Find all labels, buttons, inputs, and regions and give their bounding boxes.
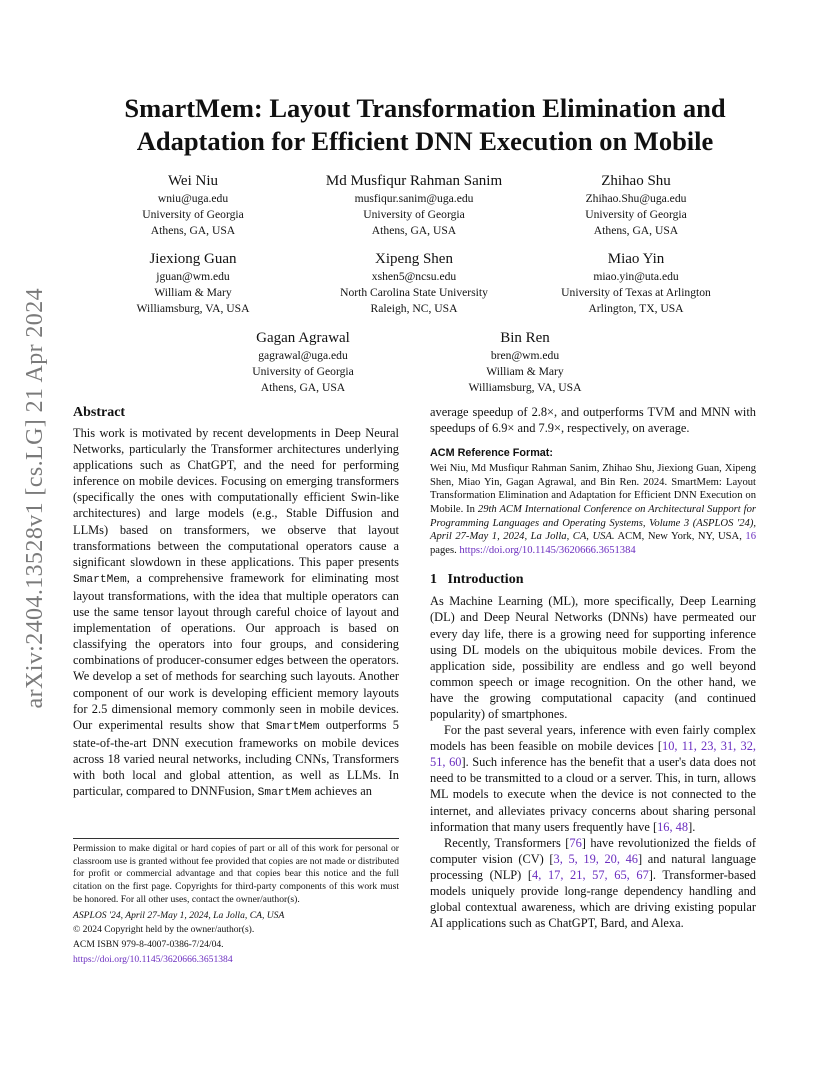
- intro-text: ]. Such inference has the benefit that a user's data does not need to be transmitted to a cloud or a server. This, in turn, allows ML models to execute when the device is not connected to the internet, and alleviates privacy concerns about sharing personal information that many users frequently have [: [430, 755, 756, 834]
- title-line-1: SmartMem: Layout Transformation Elimination and: [124, 93, 726, 123]
- abstract-text: , a comprehensive framework for eliminating most layout transformations, with the idea that multiple operators can use the same tensor layout through careful choice of layout and implementation of operations. Our approach is based on classifying the operators into four groups, and considering combinations of producer-consumer edges between the operators. We develop a set of methods for searching such layouts. Another component of our work is developing efficient memory layouts for 2.5 dimensional memory commonly seen in mobile devices. Our experimental results show that: [73, 570, 399, 732]
- acm-reference-body: [430, 462, 756, 557]
- author-affiliation: University of Georgia: [585, 208, 687, 221]
- author-name: Gagan Agrawal: [256, 330, 350, 346]
- author-block: [178, 328, 428, 396]
- ref-doi-link[interactable]: https://doi.org/10.1145/3620666.3651384: [459, 544, 636, 556]
- system-name: SmartMem: [257, 787, 312, 800]
- intro-text: ]. Transformer-based models uniquely provide long-range dependency handling and global contextual awareness, which are driving existing popular AI applications such as ChatGPT, Bard, and Alexa.: [430, 867, 756, 931]
- system-name: SmartMem: [73, 573, 127, 586]
- author-block: [289, 249, 539, 317]
- author-email: miao.yin@uta.edu: [593, 270, 679, 283]
- abstract-continuation: average speedup of 2.8×, and outperforms TVM and MNN with speedups of 6.9× and 7.9×, respectively, on average.: [430, 405, 756, 436]
- intro-paragraph-3: [430, 835, 756, 932]
- abstract-body: [73, 425, 399, 801]
- author-block: [511, 171, 761, 239]
- author-location: Raleigh, NC, USA: [370, 302, 458, 315]
- author-location: Arlington, TX, USA: [588, 302, 684, 315]
- ref-authors: Wei Niu, Md Musfiqur Rahman Sanim, Zhihao Shu, Jiexiong Guan, Xipeng Shen, Miao Yin, Gagan Agrawal, and Bin Ren. 2024. SmartMem: Layout Transformation Elimination and Adaptation for Efficient DNN Execution on Mobile. In: [430, 463, 756, 515]
- permission-text: Permission to make digital or hard copies of part or all of this work for personal or classroom use is granted without fee provided that copies are not made or distributed for profit or commercial advantage and that copies bear this notice and the full citation on the first page. Copyrights for third-party components of this work must be honored. For all other uses, contact the owner/author(s).: [73, 843, 399, 905]
- author-affiliation: University of Georgia: [363, 208, 465, 221]
- author-block: [68, 171, 318, 239]
- author-name: Xipeng Shen: [375, 251, 453, 267]
- isbn-line: ACM ISBN 979-8-4007-0386-7/24/04.: [73, 938, 224, 950]
- doi-link[interactable]: https://doi.org/10.1145/3620666.3651384: [73, 953, 233, 965]
- author-email: xshen5@ncsu.edu: [371, 270, 457, 283]
- author-block: [289, 171, 539, 239]
- citation-link[interactable]: 10, 11, 23, 31, 32, 51, 60: [430, 739, 756, 770]
- author-affiliation: University of Georgia: [252, 365, 354, 378]
- venue-line: ASPLOS '24, April 27-May 1, 2024, La Jolla, CA, USA: [73, 909, 285, 921]
- author-location: Athens, GA, USA: [260, 381, 346, 394]
- author-email: bren@wm.edu: [490, 349, 560, 362]
- introduction-heading: 1 Introduction: [430, 572, 524, 588]
- author-location: Athens, GA, USA: [150, 224, 236, 237]
- author-location: Williamsburg, VA, USA: [136, 302, 250, 315]
- author-email: gagrawal@uga.edu: [258, 349, 348, 362]
- author-location: Williamsburg, VA, USA: [468, 381, 582, 394]
- author-affiliation: North Carolina State University: [340, 286, 488, 299]
- abstract-text: This work is motivated by recent developments in Deep Neural Networks, particularly the Transformer architectures underlying applications such as ChatGPT, and the need for performing inference on mobile devices. Focusing on emerging transformers (specifically the ones with computationally efficient Swin-like architectures) and large models (e.g., Stable Diffusion and LLMs) based on transformers, we observe that layout transformations between the computational operators cause a significant slowdown in these applications. This paper presents: [73, 426, 399, 569]
- arxiv-identifier: arXiv:2404.13528v1 [cs.LG] 21 Apr 2024: [22, 288, 48, 709]
- author-affiliation: University of Georgia: [142, 208, 244, 221]
- author-affiliation: University of Texas at Arlington: [561, 286, 711, 299]
- intro-text: ] have revolutionized the fields of computer vision (CV) [: [430, 835, 756, 866]
- right-column: [430, 404, 756, 931]
- ref-pages-link[interactable]: 16: [745, 531, 756, 543]
- author-name: Jiexiong Guan: [149, 251, 237, 267]
- author-name: Zhihao Shu: [601, 173, 671, 189]
- author-affiliation: William & Mary: [486, 365, 564, 378]
- author-block: [400, 328, 650, 396]
- abstract-heading: Abstract: [73, 405, 126, 420]
- intro-paragraph-2: [430, 722, 756, 835]
- intro-text: Recently, Transformers [: [444, 835, 570, 850]
- abstract-text: outperforms 5 state-of-the-art DNN execution frameworks on mobile devices across 18 varied neural networks, including CNNs, Transformers with both local and global attention, as well as LLMs. In particular, compared to DNNFusion,: [73, 717, 399, 799]
- intro-text: ].: [688, 819, 696, 834]
- author-location: Athens, GA, USA: [593, 224, 679, 237]
- introduction-section: [430, 571, 756, 931]
- author-email: wniu@uga.edu: [157, 192, 229, 205]
- author-block: [68, 249, 318, 317]
- author-name: Wei Niu: [167, 173, 219, 189]
- abstract-section: [73, 404, 399, 801]
- acm-reference-heading: ACM Reference Format:: [430, 447, 553, 460]
- permission-footnote: [73, 838, 399, 968]
- author-name: Bin Ren: [500, 330, 550, 346]
- intro-text: For the past several years, inference with even fairly complex models has been feasible on mobile devices [: [430, 723, 756, 754]
- intro-paragraph-1: As Machine Learning (ML), more specifically, Deep Learning (DL) and Deep Neural Networks (DNNs) have permeated our every day life, there is a growing need for supporting inference using DL models on the ubiquitous mobile devices. From the application side, possibility are endless and go well beyond common speech or image recognition. On the other hand, we have the growing computational capacity (and continued popularity) of smartphones.: [430, 594, 756, 721]
- author-name: Miao Yin: [607, 251, 665, 267]
- ref-proceedings: 29th ACM International Conference on Architectural Support for Programming Languages and Operating Systems, Volume 3 (ASPLOS '24), April 27-May 1, 2024, La Jolla, CA, USA.: [430, 503, 756, 543]
- acm-reference: [430, 446, 756, 557]
- author-block: [511, 249, 761, 317]
- ref-pages: pages.: [430, 544, 460, 556]
- citation-link[interactable]: 4, 17, 21, 57, 65, 67: [532, 867, 649, 882]
- author-email: musfiqur.sanim@uga.edu: [354, 192, 474, 205]
- author-email: jguan@wm.edu: [156, 270, 230, 283]
- author-affiliation: William & Mary: [154, 286, 232, 299]
- title-line-2: Adaptation for Efficient DNN Execution on Mobile: [136, 126, 714, 156]
- abstract-text: achieves an: [311, 784, 372, 799]
- intro-text: ] and natural language processing (NLP) [: [430, 851, 757, 882]
- author-name: Md Musfiqur Rahman Sanim: [325, 173, 503, 189]
- citation-link[interactable]: 16, 48: [657, 819, 689, 834]
- author-email: Zhihao.Shu@uga.edu: [585, 192, 687, 205]
- paper-title: [60, 92, 790, 158]
- system-name: SmartMem: [265, 720, 320, 733]
- ref-publisher: ACM, New York, NY, USA,: [614, 531, 746, 543]
- citation-link[interactable]: 76: [569, 835, 582, 850]
- copyright-line: © 2024 Copyright held by the owner/author(s).: [73, 924, 255, 936]
- author-location: Athens, GA, USA: [371, 224, 457, 237]
- citation-link[interactable]: 3, 5, 19, 20, 46: [553, 851, 638, 866]
